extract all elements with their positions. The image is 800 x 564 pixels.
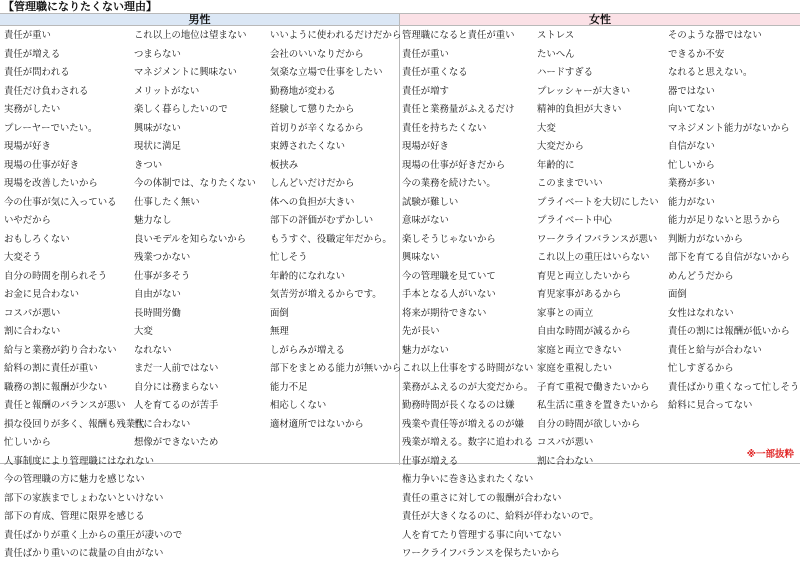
reason-cell: 部下の家族までしょわないといけない [4,492,164,504]
reason-cell: 今の業務を続けたい。 [402,178,496,189]
reason-cell: 家事との両立 [537,307,594,319]
reason-cell: 部下の育成、管理に限界を感じる [4,511,145,522]
reason-cell: 子育て重視で働きたいから [537,381,650,393]
reason-cell: 意味がない [402,215,449,226]
reason-cell: プライベートを大切にしたい [537,196,659,208]
reason-cell: 残業や責任等が増えるのが嫌 [402,418,524,430]
reason-cell: 責任が問われる [4,67,70,78]
reason-cell: プライベート中心 [537,215,612,226]
reason-cell: コスパが悪い [4,307,61,319]
reason-cell: 責任だけ負わされる [4,85,89,97]
reason-cell: 業務がふえるのが大変だから。 [402,381,534,393]
reason-cell: 責任と報酬のバランスが悪い [4,400,126,411]
reason-cell: 責任が重い [402,48,449,60]
reason-cell: 自由がない [134,289,181,300]
reason-cell: ハードすぎる [537,67,593,78]
reason-cell: 自由な時間が減るから [537,326,631,337]
reason-cell: 大変 [537,122,556,134]
reason-cell: 精神的負担が大きい [537,104,622,115]
reason-cell: 忙しすぎるから [668,363,734,374]
reason-cell: たいへん [537,48,575,60]
reason-cell: ストレス [537,30,575,41]
reason-cell: できるか不安 [668,48,725,60]
document-title: 【管理職になりたくない理由】 [3,0,157,13]
reason-cell: 気苦労が増えるからです。 [270,289,382,300]
reason-cell: しんどいだけだから [270,178,355,189]
reason-cell: 仕事したく無い [134,196,200,208]
reason-cell: 気楽な立場で仕事をしたい [270,67,383,78]
reason-cell: 責任が重くなる [402,67,468,78]
reason-cell: 責任の重さに対しての報酬が合わない [402,492,562,504]
reason-cell: 自信がない [668,141,715,152]
male-column-2 [134,27,256,453]
female-header: 女性 [399,14,800,26]
reason-cell: 魅力なし [134,215,172,226]
reason-cell: 給料の割に責任が重い [4,363,98,374]
reason-cell: 職務の割に報酬が少ない [4,381,108,393]
reason-cell: これ以上の重圧はいらない [537,252,650,263]
reason-cell: マネジメント能力がないから [668,122,790,134]
reason-cell: 体への負担が大きい [270,196,355,208]
reason-cell: 責任ばかり重くなって忙しそう [668,381,800,393]
reason-cell: プレッシャーが大きい [537,85,631,97]
reason-cell: 育児と両立したいから [537,270,631,282]
reason-cell: 大変そう [4,252,42,263]
reason-cell: 現場の仕事が好きだから [402,159,506,171]
reason-cell: 長時間労働 [134,307,181,319]
reason-cell: ワークライフバランスが悪い [537,233,658,245]
male-header: 男性 [0,14,399,26]
reason-cell: 自分の時間を削られそう [4,270,108,282]
reason-cell: マネジメントに興味ない [134,67,237,78]
reason-cell: 責任が大きくなるのに、給料が伴わないので。 [402,511,599,522]
reason-cell: 自分の時間が欲しいから [537,418,641,430]
reason-cell: 部下を育てる自信がないから [668,252,790,263]
reason-cell: 実務がしたい [4,104,61,115]
reason-cell: 面倒 [668,289,687,300]
reason-cell: つまらない [134,48,181,60]
reason-cell: 人を育てるのが苦手 [134,400,219,411]
reason-cell: おもしろくない [4,233,70,245]
reason-cell: 先が長い [402,326,440,337]
reason-cell: いやだから [4,215,51,226]
reason-cell: これ以上仕事をする時間がない [402,363,534,374]
reason-cell: 育児家事があるから [537,289,622,300]
reason-cell: 給与と業務が釣り合わない [4,344,117,356]
reason-cell: 年齢的になれない [270,270,346,282]
reason-cell: 仕事が増える [402,455,459,467]
reason-cell: 将来が期待できない [402,307,487,319]
reason-cell: いいように使われるだけだから [270,30,402,41]
reasons-table [0,13,800,559]
reason-cell: 今の仕事が気に入っている [4,196,117,208]
reason-cell: 人を育てたり管理する事に向いてない [402,529,562,541]
reason-cell: まだ一人前ではない [134,363,219,374]
reason-cell: 良いモデルを知らないから [134,233,247,245]
reason-cell: 現場が好き [4,141,51,152]
reason-cell: このままでいい [537,178,603,189]
reason-cell: そのような器ではない [668,30,762,41]
reason-cell: 責任ばかり重いのに裁量の自由がない [4,548,164,559]
reason-cell: 現場を改善したいから [4,178,98,189]
reason-cell: 今の管理職の方に魅力を感じない [4,474,145,485]
reason-cell: 現状に満足 [134,141,181,152]
reason-cell: 勤務地が変わる [270,85,336,97]
reason-cell: 束縛されたくない [270,141,346,152]
reason-cell: 今の管理職を見ていて [402,270,496,282]
reason-cell: 権力争いに巻き込まれたくない [402,474,534,485]
reason-cell: 大変 [134,326,153,337]
reason-cell: 忙しいから [4,437,51,448]
reason-cell: 責任の割には報酬が低いから [668,326,790,337]
reason-cell: 器ではない [668,85,715,97]
male-column-3 [270,27,401,434]
reason-cell: もうすぐ、役職定年だから。 [270,233,392,245]
reason-cell: 自分には務まらない [134,381,219,393]
reason-cell: 家庭と両立できない [537,344,622,356]
reason-cell: 責任ばかりが重く上からの重圧が凄いので [4,529,183,541]
reason-cell: 勤務時間が長くなるのは嫌 [402,400,515,411]
reason-cell: 現場の仕事が好き [4,159,80,171]
reason-cell: 性に合わない [134,418,191,430]
reason-cell: 責任が増える [4,48,61,60]
reason-cell: 試験が難しい [402,196,459,208]
reason-cell: 能力不足 [270,381,308,393]
reason-cell: 管理職になると責任が重い [402,30,515,41]
reason-cell: 仕事が多そう [134,270,191,282]
reason-cell: 忙しいから [668,159,715,171]
reason-cell: しがらみが増える [270,344,346,356]
reason-cell: なれない [134,344,172,356]
reason-cell: 手本となる人がいない [402,289,496,300]
reason-cell: 残業が増える。数字に追われる [402,437,534,448]
reason-cell: 能力が足りないと思うから [668,215,781,226]
reason-cell: きつい [134,159,163,171]
reason-cell: 部下をまとめる能力が無いから [270,363,402,374]
reason-cell: 人事制度により管理職にはなれない [4,455,155,467]
reason-cell: ワークライフバランスを保ちたいから [402,548,560,559]
reason-cell: 業務が多い [668,178,715,189]
reason-cell: 家庭を重視したい [537,363,613,374]
reason-cell: めんどうだから [668,270,734,282]
reason-cell: 板挟み [270,159,299,171]
reason-cell: 興味がない [134,122,181,134]
reason-cell: 無理 [270,326,289,337]
reason-cell: 責任と業務量がふえるだけ [402,104,515,115]
reason-cell: 私生活に重きを置きたいから [537,400,659,411]
reason-cell: 責任を持ちたくない [402,122,487,134]
reason-cell: 経験して懲りたから [270,104,355,115]
reason-cell: 年齢的に [537,159,575,171]
reason-cell: 想像ができないため [134,437,219,448]
female-column-3 [668,27,799,416]
reason-cell: 忙しそう [270,252,308,263]
reason-cell: 適材適所ではないから [270,418,364,430]
reason-cell: 今の体制では、なりたくない [134,178,256,189]
reason-cell: 責任が増す [402,85,449,97]
reason-cell: 女性はなれない [668,307,734,319]
reason-cell: 残業つかない [134,252,191,263]
reason-cell: 魅力がない [402,344,449,356]
reason-cell: 割に合わない [537,455,594,467]
reason-cell: 損な役回りが多く、報酬も残業代 [4,418,145,430]
reason-cell: プレーヤーでいたい。 [4,122,98,134]
excerpt-note: ※一部抜粋 [746,449,794,460]
reason-cell: 興味ない [402,252,440,263]
reason-cell: 判断力がないから [668,233,744,245]
reason-cell: 責任が重い [4,30,51,41]
reason-cell: 割に合わない [4,326,61,337]
reason-cell: なれると思えない。 [668,67,753,78]
reason-cell: 責任と給与が合わない [668,344,762,356]
reason-cell: 部下の評価がむずかしい [270,215,374,226]
reason-cell: お金に見合わない [4,289,80,300]
reason-cell: 楽しそうじゃないから [402,233,496,245]
reason-cell: これ以上の地位は望まない [134,30,247,41]
reason-cell: 首切りが辛くなるから [270,122,364,134]
reason-cell: 相応しくない [270,400,327,411]
reason-cell: 大変だから [537,141,584,152]
female-column-2 [537,27,659,471]
reason-cell: メリットがない [134,85,200,97]
reason-cell: 能力がない [668,196,715,208]
reason-cell: 現場が好き [402,141,449,152]
reason-cell: 楽しく暮らしたいので [134,104,228,115]
reason-cell: 向いてない [668,104,715,115]
reason-cell: 面倒 [270,307,289,319]
reason-cell: コスパが悪い [537,437,594,448]
reason-cell: 給料に見合ってない [668,400,753,411]
reason-cell: 会社のいいなりだから [270,48,364,60]
